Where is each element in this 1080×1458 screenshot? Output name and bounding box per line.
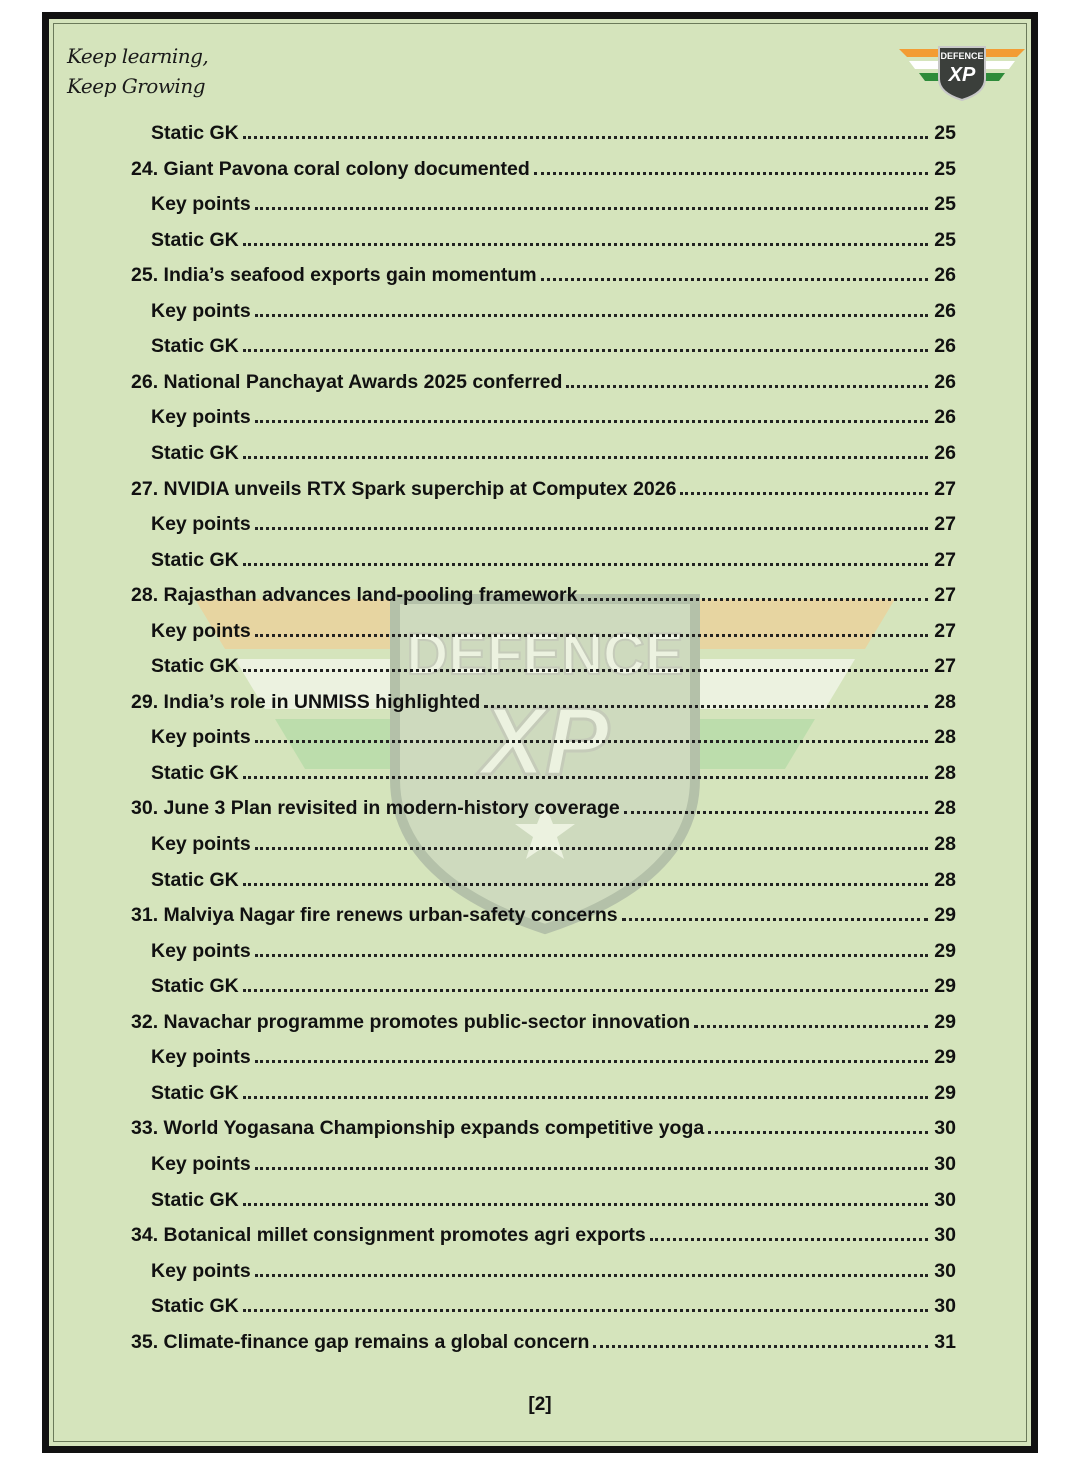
toc-entry-page: 26 [934, 406, 956, 429]
toc-entry-page: 26 [934, 441, 956, 464]
toc-entry-title: Key points [151, 833, 251, 855]
toc-entry-title: Static GK [151, 548, 239, 571]
toc-entry-page: 26 [934, 264, 956, 287]
logo-text-top: DEFENCE [940, 51, 984, 61]
toc-entry-title: 25. India’s seafood exports gain momentum [131, 264, 537, 287]
toc-dot-leader [243, 543, 928, 566]
toc-dot-leader [255, 720, 928, 743]
toc-entry-page: 28 [934, 726, 956, 749]
toc-subentry[interactable] [151, 223, 956, 253]
toc-entry[interactable] [131, 685, 956, 715]
toc-subentry[interactable] [151, 329, 956, 359]
toc-dot-leader [484, 685, 928, 708]
toc-subentry[interactable] [151, 1147, 956, 1177]
toc-entry-title: Key points [151, 1046, 251, 1069]
watermark-text-bottom: XP [480, 688, 610, 795]
toc-dot-leader [680, 472, 928, 495]
toc-entry-page: 28 [934, 833, 956, 855]
toc-entry-title: Static GK [151, 868, 239, 891]
toc-dot-leader [255, 1040, 928, 1063]
toc-entry-title: Key points [151, 619, 251, 642]
toc-entry-title: Key points [151, 513, 251, 536]
toc-dot-leader [255, 1147, 928, 1170]
toc-entry-page: 29 [934, 975, 956, 998]
toc-entry-title: Static GK [151, 1081, 239, 1104]
toc-entry-title: 32. Navachar programme promotes public-sector innovation [131, 1010, 691, 1033]
toc-entry-title: Static GK [151, 1295, 239, 1318]
toc-entry-page: 27 [934, 513, 956, 536]
toc-subentry[interactable] [151, 969, 956, 999]
document-page [42, 12, 1038, 1453]
toc-subentry[interactable] [151, 827, 956, 857]
toc-entry-page: 27 [934, 477, 956, 500]
toc-subentry[interactable] [151, 1289, 956, 1319]
toc-subentry[interactable] [151, 1183, 956, 1213]
toc-entry-page: 30 [934, 1188, 956, 1211]
toc-subentry[interactable] [151, 543, 956, 573]
toc-entry[interactable] [131, 1005, 956, 1035]
toc-entry-title: 24. Giant Pavona coral colony documented [131, 157, 530, 180]
toc-entry-title: 31. Malviya Nagar fire renews urban-safety concerns [131, 904, 618, 927]
page-number: [2] [528, 1394, 552, 1415]
toc-entry-page: 28 [934, 797, 956, 820]
toc-entry-title: 34. Botanical millet consignment promotes agri exports [131, 1224, 646, 1247]
toc-dot-leader [581, 578, 928, 601]
toc-entry-title: 28. Rajasthan advances land-pooling framework [131, 584, 578, 607]
toc-entry[interactable] [131, 365, 956, 395]
logo-text-bottom: XP [948, 64, 976, 86]
toc-entry-page: 30 [934, 1295, 956, 1318]
toc-subentry[interactable] [151, 649, 956, 679]
toc-dot-leader [243, 1076, 928, 1099]
toc-subentry[interactable] [151, 294, 956, 324]
toc-dot-leader [255, 614, 928, 637]
toc-entry[interactable] [131, 1325, 956, 1355]
toc-entry-title: Static GK [151, 1188, 239, 1211]
toc-dot-leader [243, 1183, 928, 1206]
toc-dot-leader [534, 152, 928, 175]
tagline-line-2: Keep Growing [67, 74, 206, 98]
toc-dot-leader [694, 1005, 928, 1028]
toc-entry-title: Static GK [151, 975, 239, 998]
toc-dot-leader [255, 294, 928, 317]
toc-subentry[interactable] [151, 1040, 956, 1070]
toc-dot-leader [622, 898, 928, 921]
toc-entry-page: 30 [934, 1117, 956, 1140]
toc-entry-page: 30 [934, 1259, 956, 1282]
toc-entry-title: Static GK [151, 761, 239, 784]
toc-dot-leader [243, 1289, 928, 1312]
toc-entry-page: 28 [934, 690, 956, 713]
toc-entry-title: 30. June 3 Plan revisited in modern-history coverage [131, 797, 620, 820]
toc-subentry[interactable] [151, 1076, 956, 1106]
toc-dot-leader [255, 507, 928, 530]
toc-subentry[interactable] [151, 400, 956, 430]
toc-subentry[interactable] [151, 720, 956, 750]
toc-entry-page: 29 [934, 939, 956, 962]
header-logo [899, 45, 1025, 101]
toc-entry-title: Static GK [151, 335, 239, 358]
toc-entry-title: Key points [151, 1259, 251, 1282]
toc-dot-leader [255, 1254, 928, 1277]
toc-dot-leader [566, 365, 928, 388]
toc-dot-leader [243, 969, 928, 992]
toc-entry-title: 33. World Yogasana Championship expands competitive yoga [131, 1117, 705, 1140]
toc-entry-page: 28 [934, 868, 956, 891]
header-tagline [67, 41, 208, 101]
toc-dot-leader [255, 827, 928, 850]
toc-entry-title: 35. Climate-finance gap remains a global concern [131, 1330, 590, 1353]
toc-entry-title: Key points [151, 1152, 251, 1175]
toc-entry-page: 26 [934, 335, 956, 358]
toc-entry-page: 27 [934, 619, 956, 642]
watermark-text-top: DEFENCE [406, 622, 684, 687]
toc-entry-title: Static GK [151, 655, 239, 678]
toc-entry-page: 25 [934, 193, 956, 216]
toc-entry-page: 29 [934, 904, 956, 927]
toc-entry-page: 29 [934, 1046, 956, 1069]
toc-entry-title: 29. India’s role in UNMISS highlighted [131, 690, 481, 713]
toc-entry[interactable] [131, 472, 956, 502]
toc-subentry[interactable] [151, 863, 956, 893]
toc-entry-title: Static GK [151, 122, 239, 144]
toc-dot-leader [255, 187, 928, 210]
toc-subentry[interactable] [151, 187, 956, 217]
toc-dot-leader [541, 258, 928, 281]
toc-entry-title: Static GK [151, 228, 239, 251]
toc-entry[interactable] [131, 258, 956, 288]
toc-entry-page: 31 [934, 1330, 956, 1353]
toc-entry-page: 25 [934, 157, 956, 180]
toc-entry-title: Key points [151, 299, 251, 322]
toc-entry-page: 28 [934, 761, 956, 784]
toc-dot-leader [255, 934, 928, 957]
toc-entry[interactable] [131, 791, 956, 821]
toc-entry-title: Key points [151, 939, 251, 962]
toc-dot-leader [243, 223, 928, 246]
toc-entry-title: 26. National Panchayat Awards 2025 conferred [131, 370, 563, 393]
toc-entry-page: 25 [934, 228, 956, 251]
toc-dot-leader [708, 1111, 928, 1134]
toc-entry-page: 29 [934, 1081, 956, 1104]
toc-dot-leader [243, 863, 928, 886]
toc-entry-page: 29 [934, 1010, 956, 1033]
toc-entry-page: 30 [934, 1152, 956, 1175]
toc-entry-page: 27 [934, 584, 956, 607]
toc-subentry[interactable] [151, 1254, 956, 1284]
toc-dot-leader [624, 791, 928, 814]
toc-dot-leader [243, 649, 928, 672]
toc-entry-page: 30 [934, 1224, 956, 1247]
toc-entry-title: Static GK [151, 441, 239, 464]
toc-subentry[interactable] [151, 756, 956, 786]
toc-entry[interactable] [131, 578, 956, 608]
toc-entry[interactable] [131, 1111, 956, 1141]
toc-dot-leader [243, 436, 928, 459]
toc-entry-page: 26 [934, 299, 956, 322]
toc-dot-leader [593, 1325, 928, 1348]
toc-entry-page: 27 [934, 548, 956, 571]
toc-dot-leader [255, 400, 928, 423]
toc-entry[interactable] [131, 152, 956, 182]
toc-dot-leader [650, 1218, 928, 1241]
toc-subentry[interactable] [151, 934, 956, 964]
toc-entry-title: Key points [151, 726, 251, 749]
toc-entry-page: 27 [934, 655, 956, 678]
toc-subentry[interactable] [151, 116, 956, 146]
toc-entry-page: 26 [934, 370, 956, 393]
toc-subentry[interactable] [151, 436, 956, 466]
toc-dot-leader [243, 756, 928, 779]
toc-entry[interactable] [131, 1218, 956, 1248]
toc-dot-leader [243, 329, 928, 352]
toc-dot-leader [243, 116, 928, 139]
toc-subentry[interactable] [151, 507, 956, 537]
toc-entry[interactable] [131, 898, 956, 928]
tagline-line-1: Keep learning, [67, 44, 209, 68]
toc-entry-title: 27. NVIDIA unveils RTX Spark superchip at Computex 2026 [131, 477, 677, 500]
toc-subentry[interactable] [151, 614, 956, 644]
toc-entry-title: Key points [151, 406, 251, 429]
toc-entry-title: Key points [151, 193, 251, 216]
toc-entry-page: 25 [934, 122, 956, 144]
